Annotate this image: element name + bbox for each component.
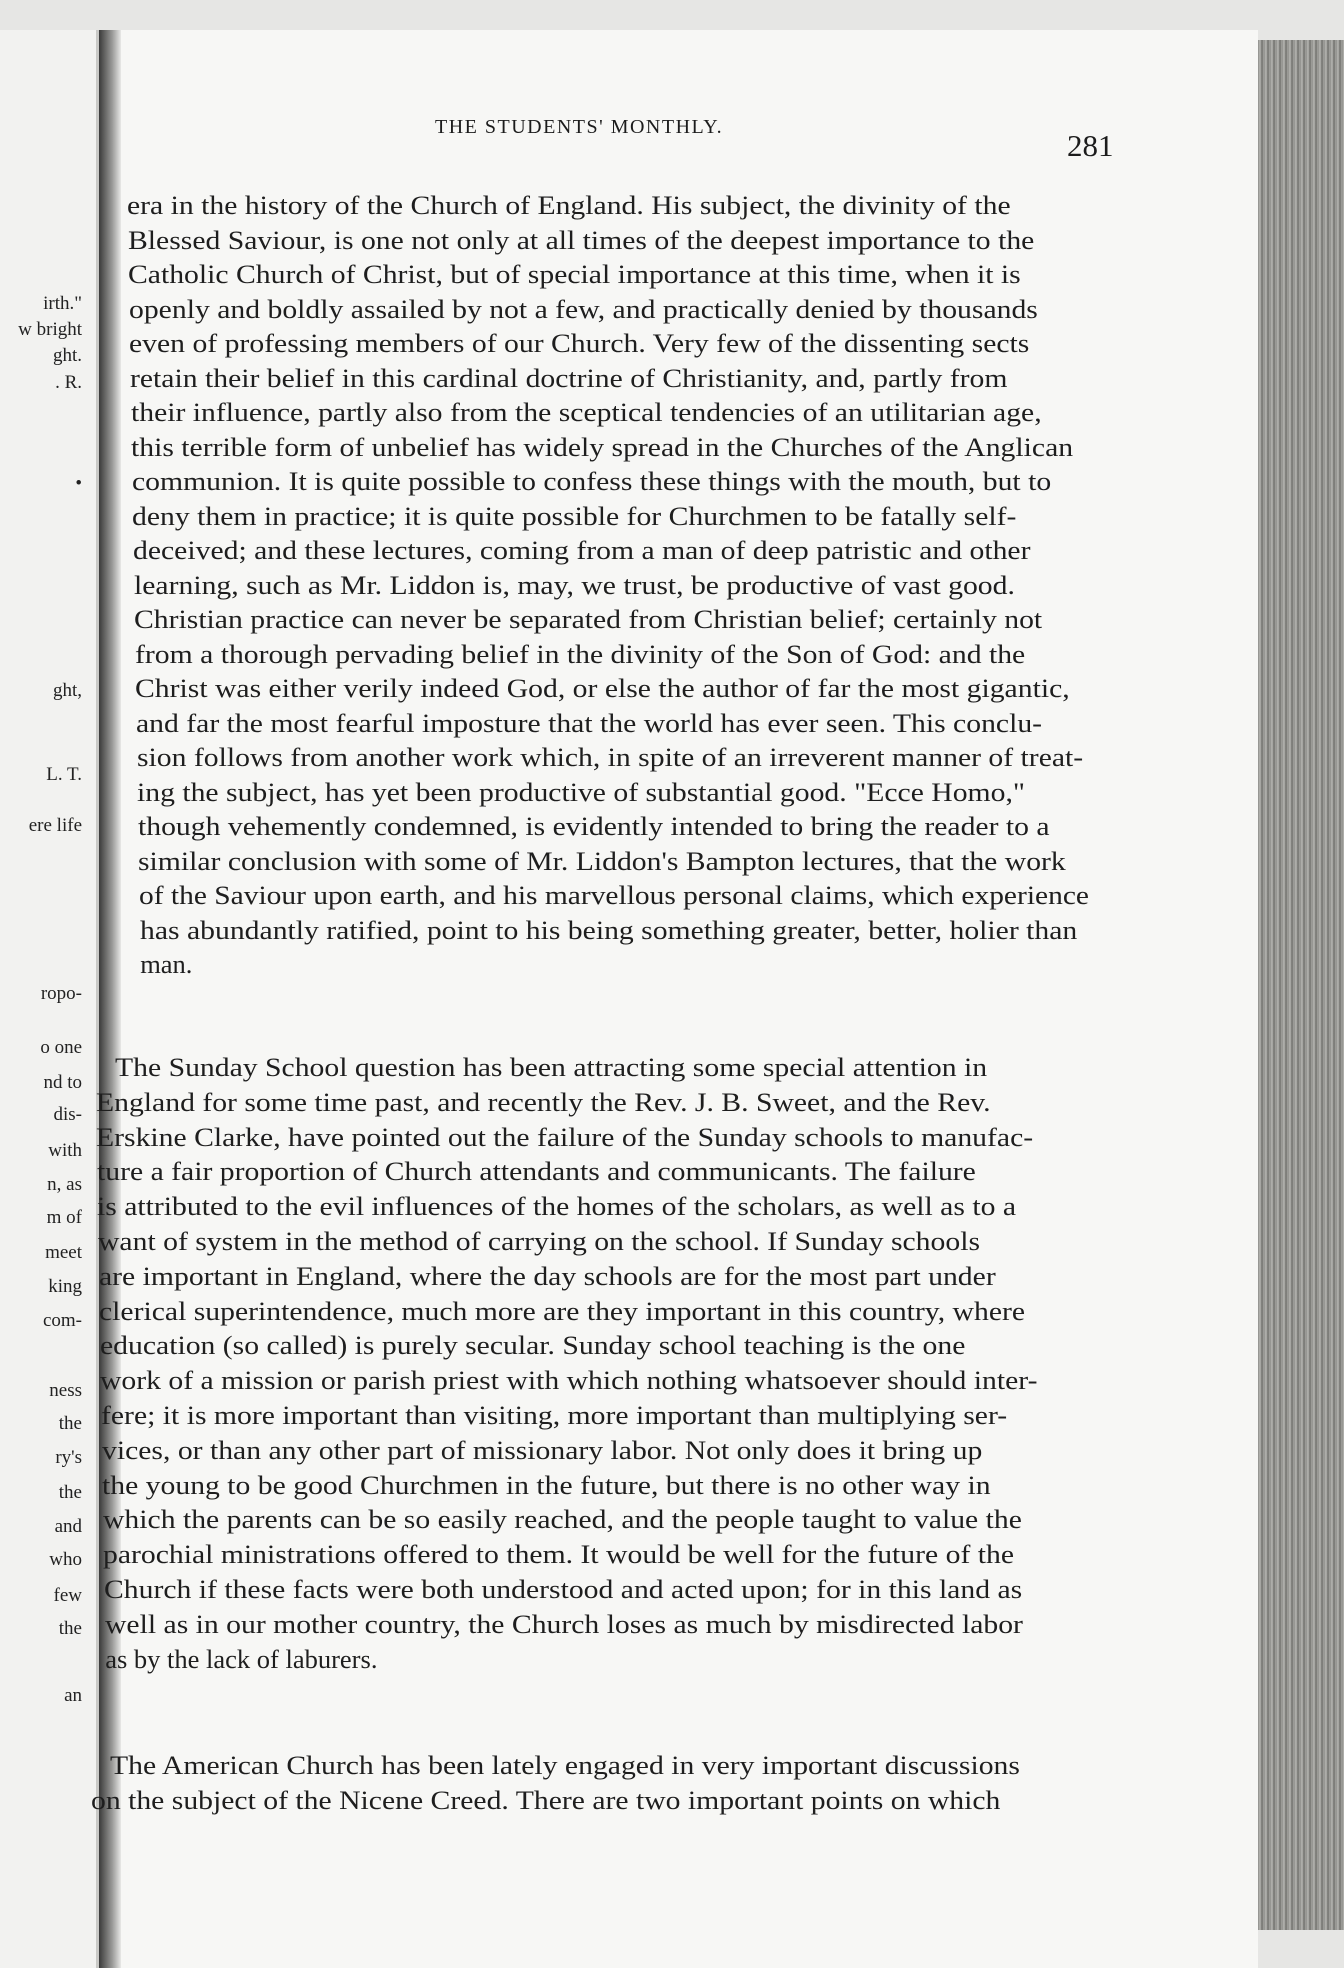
facing-page-fragment: ere life bbox=[28, 815, 82, 836]
facing-page-fragment: m of bbox=[46, 1207, 82, 1228]
facing-page-fragment: nd to bbox=[43, 1072, 82, 1093]
facing-page-fragment: with bbox=[48, 1140, 82, 1161]
text-line: man. bbox=[140, 949, 193, 979]
text-line: though vehemently condemned, is evidently intended to bring the reader to a bbox=[137, 811, 1050, 841]
text-line: and far the most fearful imposture that the world has ever seen. This conclu- bbox=[136, 707, 1043, 738]
facing-page-fragment: an bbox=[64, 1685, 82, 1706]
facing-page-edge bbox=[0, 30, 99, 1968]
facing-page-fragment: . R. bbox=[55, 372, 82, 393]
facing-page-fragment: ght, bbox=[52, 680, 82, 701]
text-line: era in the history of the Church of England. His subject, the divinity of the bbox=[127, 190, 1011, 220]
text-line: retain their belief in this cardinal doctrine of Christianity, and, partly from bbox=[130, 362, 1008, 393]
running-head: THE STUDENTS' MONTHLY. bbox=[435, 116, 724, 138]
facing-page-fragment: ry's bbox=[55, 1447, 82, 1468]
facing-page-fragment: ropo- bbox=[40, 983, 82, 1004]
facing-page-fragment: king bbox=[48, 1276, 82, 1297]
facing-page-fragment: the bbox=[58, 1618, 82, 1639]
text-line: communion. It is quite possible to confess these things with the mouth, but to bbox=[131, 466, 1051, 496]
facing-page-fragment: • bbox=[75, 473, 82, 494]
text-line: Christian practice can never be separated from Christian belief; certainly not bbox=[134, 604, 1043, 634]
text-line: similar conclusion with some of Mr. Liddon's Bampton lectures, that the work bbox=[138, 845, 1067, 876]
facing-page-fragment: o one bbox=[40, 1037, 82, 1058]
text-line: are important in England, where the day schools are for the most part under bbox=[98, 1260, 996, 1291]
text-line: vices, or than any other part of missionary labor. Not only does it bring up bbox=[101, 1434, 982, 1465]
facing-page-fragment: the bbox=[58, 1413, 82, 1434]
text-line: which the parents can be so easily reached, and the people taught to value the bbox=[102, 1504, 1022, 1535]
text-line: Church if these facts were both understood and acted upon; for in this land as bbox=[104, 1574, 1023, 1604]
text-line: Erskine Clarke, have pointed out the failure of the Sunday schools to manufac- bbox=[96, 1121, 1034, 1152]
text-line: clerical superintendence, much more are they important in this country, where bbox=[99, 1295, 1026, 1326]
text-line: The American Church has been lately engaged in very important discussions bbox=[110, 1750, 1020, 1780]
text-line: England for some time past, and recently the Rev. J. B. Sweet, and the Rev. bbox=[95, 1086, 991, 1117]
text-line: deceived; and these lectures, coming from a man of deep patristic and other bbox=[133, 535, 1031, 565]
text-line: of the Saviour upon earth, and his marvellous personal claims, which experience bbox=[139, 880, 1089, 910]
book-gutter bbox=[99, 30, 121, 1968]
text-line: ture a fair proportion of Church attendants and communicants. The failure bbox=[96, 1156, 976, 1187]
text-line: Catholic Church of Christ, but of special importance at this time, when it is bbox=[128, 259, 1021, 289]
text-line: Blessed Saviour, is one not only at all times of the deepest importance to the bbox=[127, 224, 1034, 255]
text-line: is attributed to the evil influences of the homes of the scholars, as well as to a bbox=[97, 1191, 1017, 1222]
text-line: openly and boldly assailed by not a few, and practically denied by thousands bbox=[128, 293, 1038, 324]
facing-page-fragment: ness bbox=[49, 1380, 82, 1401]
text-line: has abundantly ratified, point to his being something greater, better, holier than bbox=[139, 914, 1077, 945]
text-line: parochial ministrations offered to them. It would be well for the future of the bbox=[103, 1539, 1015, 1570]
page-number: 281 bbox=[1067, 128, 1114, 163]
facing-page-fragment: dis- bbox=[53, 1104, 82, 1125]
text-line: well as in our mother country, the Church loses as much by misdirected labor bbox=[104, 1608, 1023, 1639]
facing-page-fragment: and bbox=[54, 1516, 82, 1537]
facing-page-fragment: L. T. bbox=[46, 764, 82, 785]
text-line: education (so called) is purely secular. Sunday school teaching is the one bbox=[99, 1330, 966, 1361]
text-line: Christ was either verily indeed God, or else the author of far the most gigantic, bbox=[135, 673, 1071, 703]
text-line: want of system in the method of carrying on the school. If Sunday schools bbox=[98, 1226, 980, 1256]
text-line: on the subject of the Nicene Creed. There are two important points on which bbox=[90, 1784, 1000, 1815]
text-line: learning, such as Mr. Liddon is, may, we trust, be productive of vast good. bbox=[133, 569, 1015, 600]
facing-page-fragment: w bright bbox=[18, 319, 82, 340]
text-line: from a thorough pervading belief in the divinity of the Son of God: and the bbox=[134, 638, 1026, 669]
text-line: their influence, partly also from the sceptical tendencies of an utilitarian age, bbox=[130, 397, 1042, 427]
facing-page-fragment: the bbox=[58, 1482, 82, 1503]
facing-page-fragment: irth." bbox=[43, 293, 82, 314]
facing-page-fragment: n, as bbox=[47, 1174, 82, 1195]
page-stack-edge bbox=[1258, 40, 1344, 1930]
text-line: even of professing members of our Church. Very few of the dissenting sects bbox=[129, 328, 1030, 358]
text-line: this terrible form of unbelief has widely spread in the Churches of the Anglican bbox=[131, 431, 1074, 462]
facing-page-fragment: meet bbox=[45, 1242, 82, 1263]
facing-page-fragment: com- bbox=[42, 1310, 82, 1331]
text-line: sion follows from another work which, in spite of an irreverent manner of treat- bbox=[136, 742, 1083, 772]
facing-page-fragment: ght. bbox=[52, 345, 82, 366]
facing-page-fragment: few bbox=[53, 1585, 82, 1606]
text-line: ing the subject, has yet been productive of substantial good. "Ecce Homo," bbox=[137, 776, 1026, 807]
text-line: as by the lack of laburers. bbox=[105, 1643, 378, 1674]
text-line: work of a mission or parish priest with which nothing whatsoever should inter- bbox=[100, 1365, 1038, 1396]
text-line: the young to be good Churchmen in the future, but there is no other way in bbox=[102, 1469, 991, 1500]
text-line: deny them in practice; it is quite possible for Churchmen to be fatally self- bbox=[132, 500, 1017, 531]
facing-page-fragment: who bbox=[49, 1549, 82, 1570]
text-line: The Sunday School question has been attracting some special attention in bbox=[115, 1052, 988, 1082]
text-line: fere; it is more important than visiting, more important than multiplying ser- bbox=[101, 1400, 1008, 1430]
